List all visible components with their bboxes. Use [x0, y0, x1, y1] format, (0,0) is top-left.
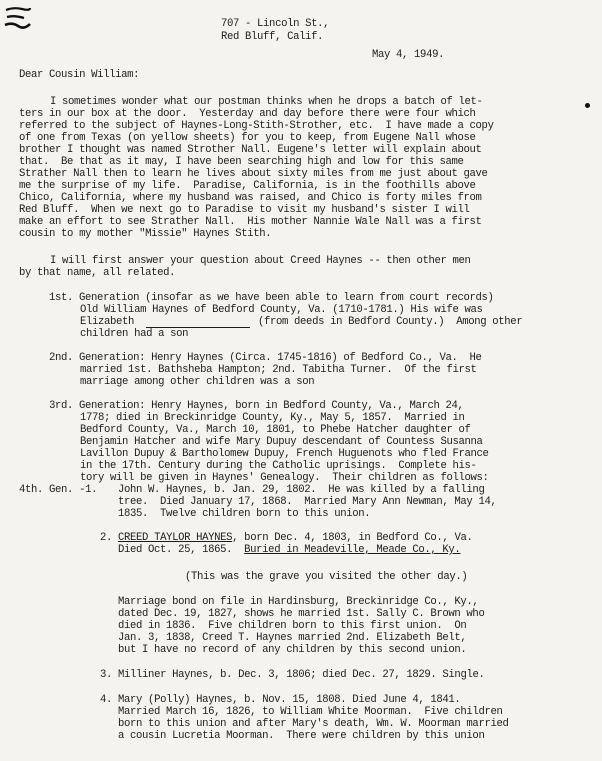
creed-taylor-haynes-name: CREED TAYLOR HAYNES — [118, 532, 233, 544]
paragraph1-line: ters in our box at the door. Yesterday and day before there were four which — [19, 108, 476, 120]
marriage-line: but I have no record of any children by this second union. — [118, 644, 467, 656]
child2-burial: Buried in Meadeville, Meade Co., Ky. — [244, 544, 461, 556]
paragraph1-line: cousin to my mother "Missie" Haynes Stith. — [19, 228, 272, 240]
gen4-label: 4th. Gen. -1. — [19, 484, 98, 496]
child2-number: 2. — [100, 532, 113, 544]
paragraph1-line: of one from Texas (on yellow sheets) for you to keep, from Eugene Nall whose — [19, 132, 476, 144]
gen3-line: Bedford County, Va., March 10, 1801, to Phebe Hatcher daughter of — [80, 424, 471, 436]
marriage-line: Marriage bond on file in Hardinsburg, Breckinridge Co., Ky., — [118, 596, 479, 608]
child3-line: 3. Milliner Haynes, b. Dec. 3, 1806; died Dec. 27, 1829. Single. — [100, 669, 485, 681]
address-line-1: 707 - Lincoln St., — [221, 18, 330, 30]
address-line-2: Red Bluff, Calif. — [221, 31, 324, 43]
grave-note: (This was the grave you visited the other day.) — [185, 571, 468, 583]
paragraph1-line: Chico, California, where my husband was raised, and Chico is forty miles from — [19, 192, 482, 204]
paragraph1-line: Strather Nall then to learn he lives about sixty miles from me just about gave — [19, 168, 488, 180]
paragraph1-line: referred to the subject of Haynes-Long-Stith-Strother, etc. I have made a copy — [19, 120, 494, 132]
gen3-line: tory will be given in Haynes' Genealogy. Their children as follows: — [80, 472, 489, 484]
marriage-line: dated Dec. 19, 1827, shows he married 1st. Sally C. Brown who — [118, 608, 485, 620]
paragraph1-line: I sometimes wonder what our postman thinks when he drops a batch of let- — [50, 96, 483, 108]
gen3-line: Lavillon Dupuy & Bartholomew Dupuy, French Huguenots who fled France — [80, 448, 489, 460]
gen1-line: Elizabeth — [80, 316, 135, 328]
child2-birth: , born Dec. 4, 1803, in Bedford Co., Va. — [232, 532, 473, 544]
gen3-line: 3rd. Generation: Henry Haynes, born in Bedford County, Va., March 24, — [49, 400, 464, 412]
paragraph1-line: brother I thought was named Strother Nall. Eugene's letter will explain about — [19, 144, 482, 156]
gen4-line: John W. Haynes, b. Jan. 29, 1802. He was killed by a falling — [118, 484, 485, 496]
gen3-line: 1778; died in Breckinridge County, Ky., May 5, 1857. Married in — [80, 412, 465, 424]
paragraph2-line: by that name, all related. — [19, 267, 176, 279]
gen3-line: in the 17th. Century during the Catholic uprisings. Complete his- — [80, 460, 477, 472]
gen2-line: married 1st. Bathsheba Hampton; 2nd. Tabitha Turner. Of the first — [80, 364, 477, 376]
paragraph2-line: I will first answer your question about Creed Haynes -- then other men — [50, 255, 471, 267]
paragraph1-line: Red Bluff. When we next go to Paradise to visit my husband's sister I will — [19, 204, 470, 216]
margin-dot-mark — [585, 103, 590, 108]
child2-death: Died Oct. 25, 1865. — [118, 544, 245, 556]
gen2-line: 2nd. Generation: Henry Haynes (Circa. 1745-1816) of Bedford Co., Va. He — [49, 352, 482, 364]
gen1-line: children had a son — [80, 328, 189, 340]
marriage-line: died in 1836. Five children born to this first union. On — [118, 620, 467, 632]
pen-scribble-mark — [4, 4, 32, 30]
child4-line: born to this union and after Mary's death, Wm. W. Moorman married — [118, 718, 509, 730]
gen1-line: Old William Haynes of Bedford County, Va. (1710-1781.) His wife was — [80, 304, 483, 316]
marriage-line: Jan. 3, 1838, Creed T. Haynes married 2nd. Elizabeth Belt, — [118, 632, 467, 644]
paragraph1-line: that. Be that as it may, I have been searching high and low for this same — [19, 156, 464, 168]
gen4-line: tree. Died January 17, 1868. Married Mary Ann Newman, May 14, — [118, 496, 497, 508]
gen1-line: 1st. Generation (insofar as we have been able to learn from court records) — [49, 292, 494, 304]
letter-date: May 4, 1949. — [372, 49, 445, 61]
paragraph1-line: make an effort to see Strather Nall. His mother Nannie Wale Nall was a first — [19, 216, 482, 228]
paragraph1-line: me the surprise of my life. Paradise, California, is in the foothills above — [19, 180, 476, 192]
gen1-line: (from deeds in Bedford County.) Among other — [258, 316, 523, 328]
child4-line: Married March 16, 1826, to William White Moorman. Five children — [118, 706, 503, 718]
salutation: Dear Cousin William: — [19, 69, 140, 81]
child4-line: 4. Mary (Polly) Haynes, b. Nov. 15, 1808. Died June 4, 1841. — [100, 694, 461, 706]
child4-line: a cousin Lucretia Moorman. There were children by this union — [118, 730, 485, 742]
gen4-line: 1835. Twelve children born to this union. — [118, 508, 371, 520]
gen3-line: Benjamin Hatcher and wife Mary Dupuy descendant of Countess Susanna — [80, 436, 483, 448]
child2-line2 — [118, 544, 460, 557]
gen2-line: marriage among other children was a son — [80, 376, 315, 388]
